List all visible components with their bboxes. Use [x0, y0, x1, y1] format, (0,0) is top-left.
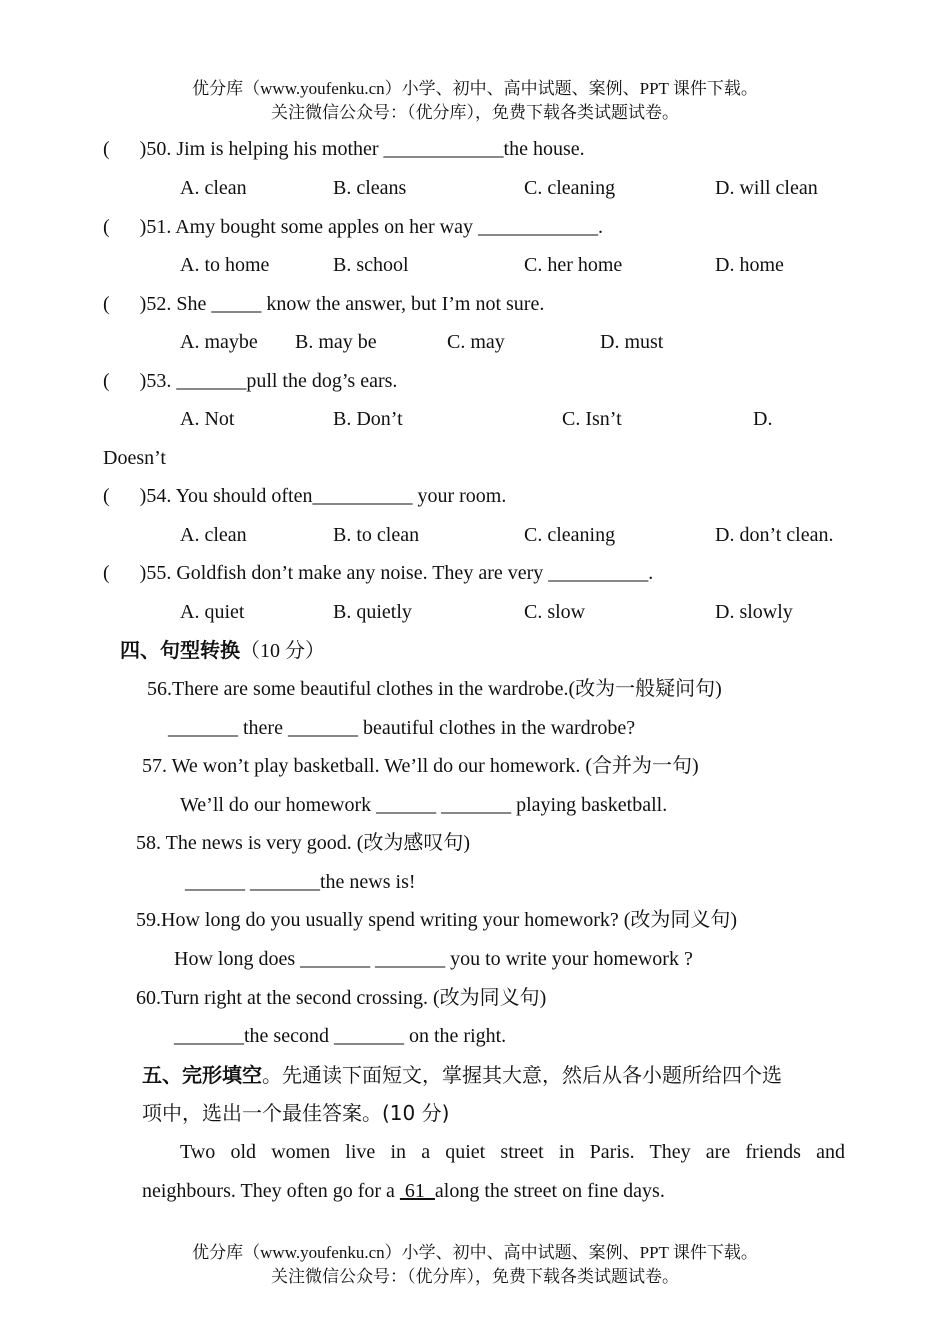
q55-option-c: C. slow [524, 601, 586, 623]
q55-option-b: B. quietly [333, 601, 412, 623]
question-59: 59.How long do you usually spend writing your homework? (改为同义句) [136, 909, 738, 931]
header-line-2: 关注微信公众号：（优分库），免费下载各类试题试卷。 [271, 103, 679, 122]
footer-line-2: 关注微信公众号：（优分库），免费下载各类试题试卷。 [271, 1267, 679, 1286]
answer-60: _______the second _______ on the right. [174, 1025, 507, 1047]
passage-line-2-end: along the street on fine days. [434, 1180, 665, 1202]
header-line-1: 优分库（www.youfenku.cn）小学、初中、高中试题、案例、PPT 课件下载。 [192, 79, 758, 98]
section-5-instruction-text: 。先通读下面短文，掌握其大意，然后从各小题所给四个选 [262, 1063, 782, 1087]
q54-option-d: D. don’t clean. [715, 524, 834, 546]
q53-option-d-continued: Doesn’t [103, 447, 166, 469]
footer-line-1: 优分库（www.youfenku.cn）小学、初中、高中试题、案例、PPT 课件下载。 [192, 1243, 758, 1262]
answer-59: How long does _______ _______ you to write your homework ? [174, 948, 693, 970]
q51-option-a: A. to home [180, 254, 270, 276]
section-4-score: （10 分） [240, 640, 325, 662]
q52-option-c: C. may [447, 331, 505, 353]
blank-61: 61 [399, 1180, 435, 1202]
q54-option-b: B. to clean [333, 524, 420, 546]
answer-58: ______ _______the news is! [185, 871, 416, 893]
q52-option-a: A. maybe [180, 331, 258, 353]
q50-option-c: C. cleaning [524, 177, 616, 199]
section-4-heading [120, 638, 325, 663]
page-footer [0, 1241, 950, 1289]
section-4-title: 四、句型转换 [120, 638, 240, 662]
question-50-stem: ( )50. Jim is helping his mother ____________the house. [103, 138, 585, 160]
q51-option-d: D. home [715, 254, 784, 276]
q50-option-a: A. clean [180, 177, 247, 199]
section-5-title: 五、完形填空 [142, 1063, 262, 1087]
q51-option-b: B. school [333, 254, 409, 276]
q53-option-b: B. Don’t [333, 408, 403, 430]
question-60: 60.Turn right at the second crossing. (改为同义句) [136, 987, 547, 1009]
q52-option-d: D. must [600, 331, 664, 353]
question-56: 56.There are some beautiful clothes in the wardrobe.(改为一般疑问句) [147, 678, 722, 700]
q50-option-d: D. will clean [715, 177, 818, 199]
q55-option-a: A. quiet [180, 601, 245, 623]
answer-57: We’ll do our homework ______ _______ playing basketball. [180, 794, 668, 816]
question-57: 57. We won’t play basketball. We’ll do our homework. (合并为一句) [142, 755, 699, 777]
q53-option-c: C. Isn’t [562, 408, 622, 430]
q55-option-d: D. slowly [715, 601, 793, 623]
question-55-stem: ( )55. Goldfish don’t make any noise. They are very __________. [103, 562, 654, 584]
section-5-instruction-1 [142, 1063, 782, 1088]
question-52-stem: ( )52. She _____ know the answer, but I’m not sure. [103, 293, 545, 315]
q51-option-c: C. her home [524, 254, 623, 276]
q50-option-b: B. cleans [333, 177, 407, 199]
section-5-instruction-2: 项中，选出一个最佳答案。(10 分) [142, 1101, 450, 1125]
q54-option-c: C. cleaning [524, 524, 616, 546]
passage-line-2-start: neighbours. They often go for a [142, 1180, 400, 1202]
passage-line-1: Two old women live in a quiet street in Paris. They are friends and [180, 1141, 845, 1163]
answer-56: _______ there _______ beautiful clothes in the wardrobe? [168, 717, 636, 739]
q53-option-d: D. [753, 408, 773, 430]
question-51-stem: ( )51. Amy bought some apples on her way ____________. [103, 216, 603, 238]
question-53-stem: ( )53. _______pull the dog’s ears. [103, 370, 398, 392]
passage-line-2 [142, 1179, 665, 1203]
q54-option-a: A. clean [180, 524, 247, 546]
q53-option-a: A. Not [180, 408, 235, 430]
page-header [0, 77, 950, 125]
q52-option-b: B. may be [295, 331, 377, 353]
question-54-stem: ( )54. You should often__________ your room. [103, 485, 507, 507]
question-58: 58. The news is very good. (改为感叹句) [136, 832, 471, 854]
